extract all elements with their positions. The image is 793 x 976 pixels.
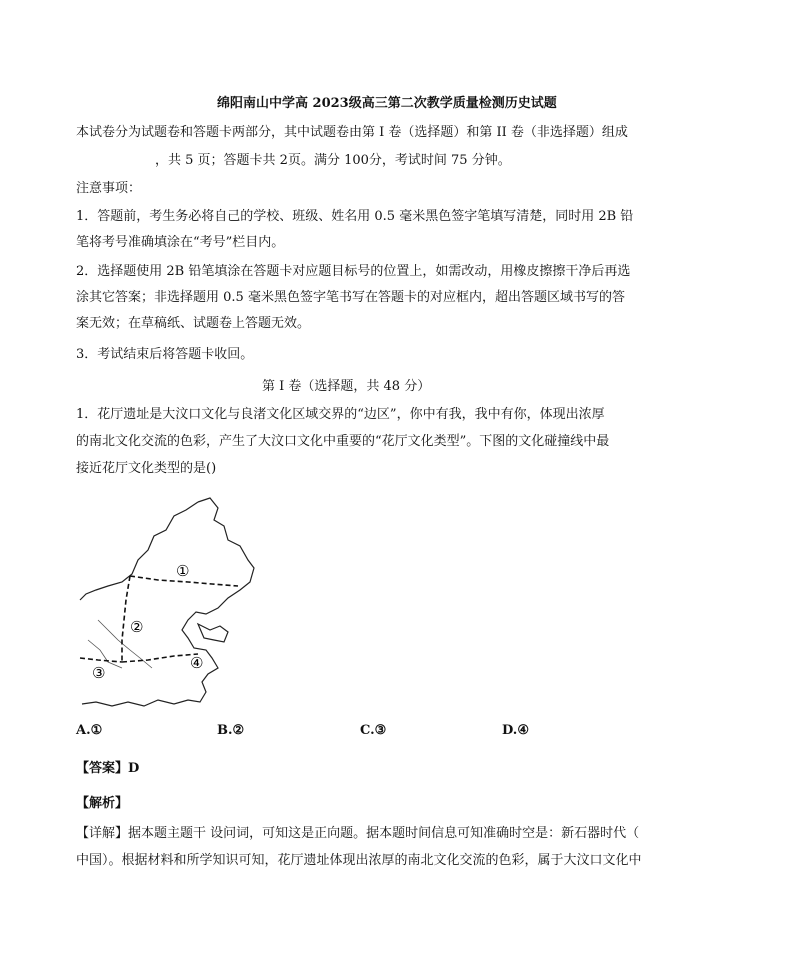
note-1-line-1: 1．答题前，考生务必将自己的学校、班级、姓名用 0.5 毫米黑色签字笔填写清楚，同时用 2B 铅: [76, 209, 634, 224]
choice-d[interactable]: D.④: [502, 723, 529, 738]
choice-c[interactable]: C.③: [360, 723, 387, 738]
map-label-1: ①: [176, 562, 190, 580]
question-1-line-3: 接近花厅文化类型的是(): [76, 461, 217, 476]
answer-line: 【答案】D: [76, 761, 140, 776]
analysis-heading: 【解析】: [76, 796, 129, 811]
map-coastline: [82, 498, 254, 706]
note-3: 3．考试结束后将答题卡收回。: [76, 347, 254, 362]
line-4-dashed: [122, 654, 198, 662]
culture-line-map: [78, 490, 256, 710]
note-2-line-2: 涂其它答案；非选择题用 0.5 毫米黑色签字笔书写在答题卡的对应框内，超出答题区域书写的答: [76, 290, 625, 305]
map-inland-outline: [80, 502, 198, 600]
line-3-dashed: [80, 658, 122, 662]
map-label-2: ②: [130, 618, 144, 636]
note-1-line-2: 笔将考号准确填涂在“考号”栏目内。: [76, 235, 285, 250]
map-label-3: ③: [92, 664, 106, 682]
question-1-line-1: 1．花厅遗址是大汶口文化与良渚文化区域交界的“边区”，你中有我，我中有你，体现出浓厚: [76, 407, 605, 422]
note-2-line-1: 2．选择题使用 2B 铅笔填涂在答题卡对应题目标号的位置上，如需改动，用橡皮擦擦干净后再选: [76, 264, 631, 279]
map-peninsula: [198, 624, 228, 642]
note-2-line-3: 案无效；在草稿纸、试题卷上答题无效。: [76, 316, 311, 331]
detail-line-2: 中国）。根据材料和所学知识可知，花厅遗址体现出浓厚的南北文化交流的色彩，属于大汶口文化中: [76, 853, 642, 868]
page-title: 绵阳南山中学高 2023级高三第二次教学质量检测历史试题: [217, 96, 557, 111]
intro-line-2: ，共 5 页；答题卡共 2页。满分 100分，考试时间 75 分钟。: [155, 153, 511, 168]
intro-line-1: 本试卷分为试题卷和答题卡两部分，其中试题卷由第 I 卷（选择题）和第 II 卷（非选择题）组成: [76, 125, 628, 140]
question-1-line-2: 的南北文化交流的色彩，产生了大汶口文化中重要的“花厅文化类型”。下图的文化碰撞线中最: [76, 434, 610, 449]
section-heading: 第 I 卷（选择题，共 48 分）: [262, 379, 431, 394]
detail-line-1: 【详解】据本题主题干 设问词，可知这是正向题。据本题时间信息可知准确时空是：新石器时代（: [76, 826, 640, 841]
notes-heading: 注意事项：: [76, 181, 142, 196]
map-label-4: ④: [190, 654, 204, 672]
choice-b[interactable]: B.②: [217, 723, 245, 738]
choice-a[interactable]: A.①: [76, 723, 103, 738]
